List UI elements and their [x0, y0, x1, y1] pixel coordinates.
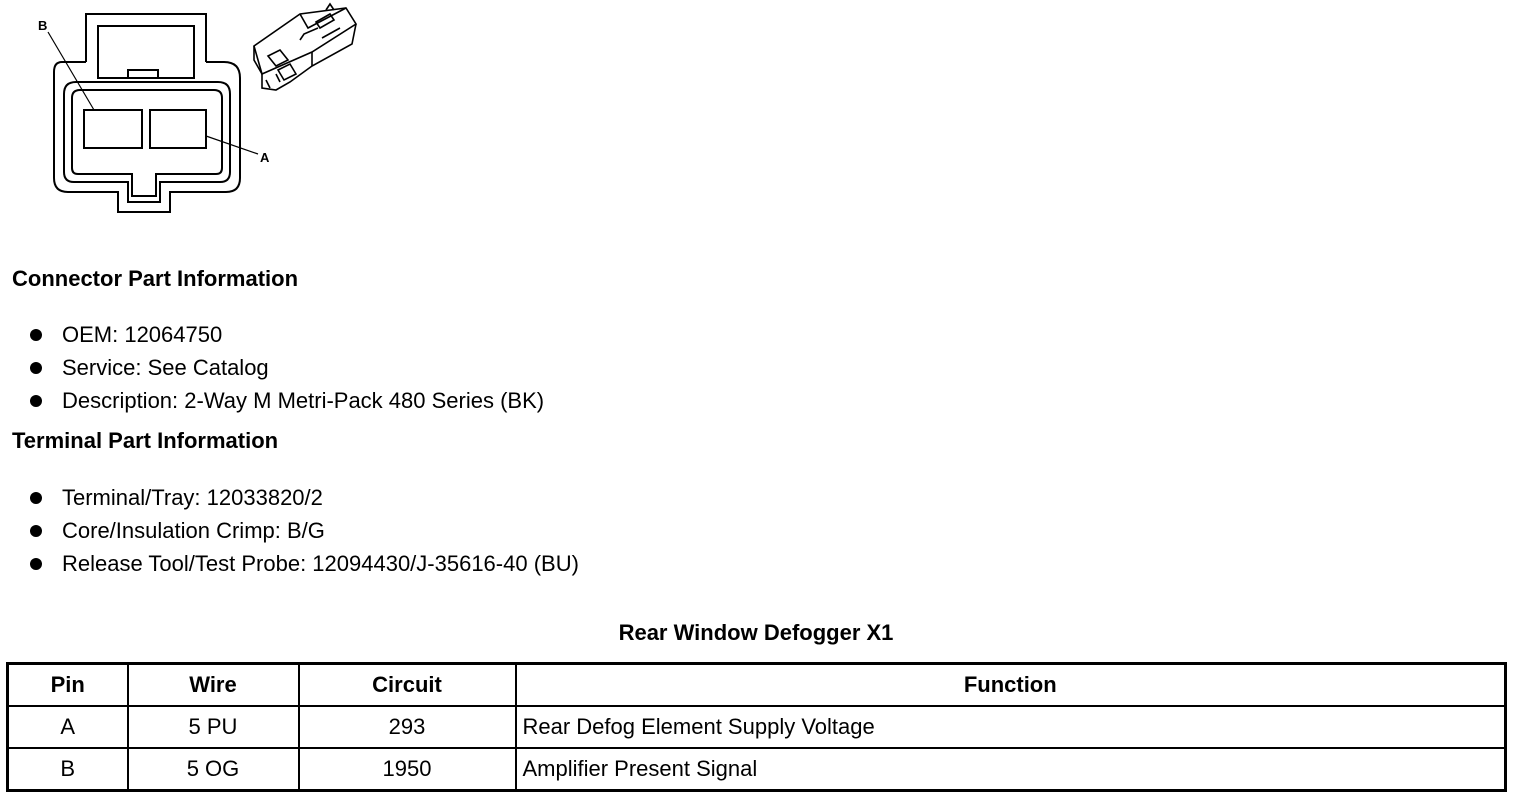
table-title: Rear Window Defogger X1 [618, 620, 894, 645]
bullet-icon [30, 492, 42, 504]
header-function: Function [516, 664, 1506, 707]
latch-outer [86, 14, 206, 62]
connector-heading: Connector Part Information [12, 266, 299, 291]
table-row [8, 706, 1506, 748]
bullet-icon [30, 362, 42, 374]
cavity-b [84, 110, 142, 148]
list-item: Service: See Catalog [30, 351, 544, 384]
cell-function: Amplifier Present Signal [516, 748, 1506, 791]
body-outer [54, 62, 240, 212]
table-header-row [8, 664, 1506, 707]
terminal-info-list [30, 481, 579, 580]
header-circuit: Circuit [299, 664, 516, 707]
leader-a [206, 136, 258, 154]
cell-pin: A [8, 706, 128, 748]
header-pin: Pin [8, 664, 128, 707]
cell-pin: B [8, 748, 128, 791]
latch-slot [128, 70, 158, 78]
connector-3d-view [254, 4, 356, 90]
bullet-icon [30, 395, 42, 407]
header-wire: Wire [128, 664, 299, 707]
cell-wire: 5 PU [128, 706, 299, 748]
cavity-a [150, 110, 206, 148]
bullet-icon [30, 558, 42, 570]
list-item: OEM: 12064750 [30, 318, 544, 351]
pinout-table [6, 662, 1507, 792]
list-item: Core/Insulation Crimp: B/G [30, 514, 579, 547]
bullet-icon [30, 525, 42, 537]
connector-diagram [0, 0, 380, 230]
table-row [8, 748, 1506, 791]
label-a: A [260, 150, 270, 165]
terminal-heading: Terminal Part Information [12, 428, 279, 453]
list-item: Release Tool/Test Probe: 12094430/J-35616-40 (BU) [30, 547, 579, 580]
connector-info-list [30, 318, 544, 417]
body-inner-2 [72, 90, 222, 196]
label-b: B [38, 18, 48, 33]
bullet-icon [30, 329, 42, 341]
cell-wire: 5 OG [128, 748, 299, 791]
cell-circuit: 293 [299, 706, 516, 748]
list-item: Terminal/Tray: 12033820/2 [30, 481, 579, 514]
list-item: Description: 2-Way M Metri-Pack 480 Series (BK) [30, 384, 544, 417]
cell-circuit: 1950 [299, 748, 516, 791]
cell-function: Rear Defog Element Supply Voltage [516, 706, 1506, 748]
